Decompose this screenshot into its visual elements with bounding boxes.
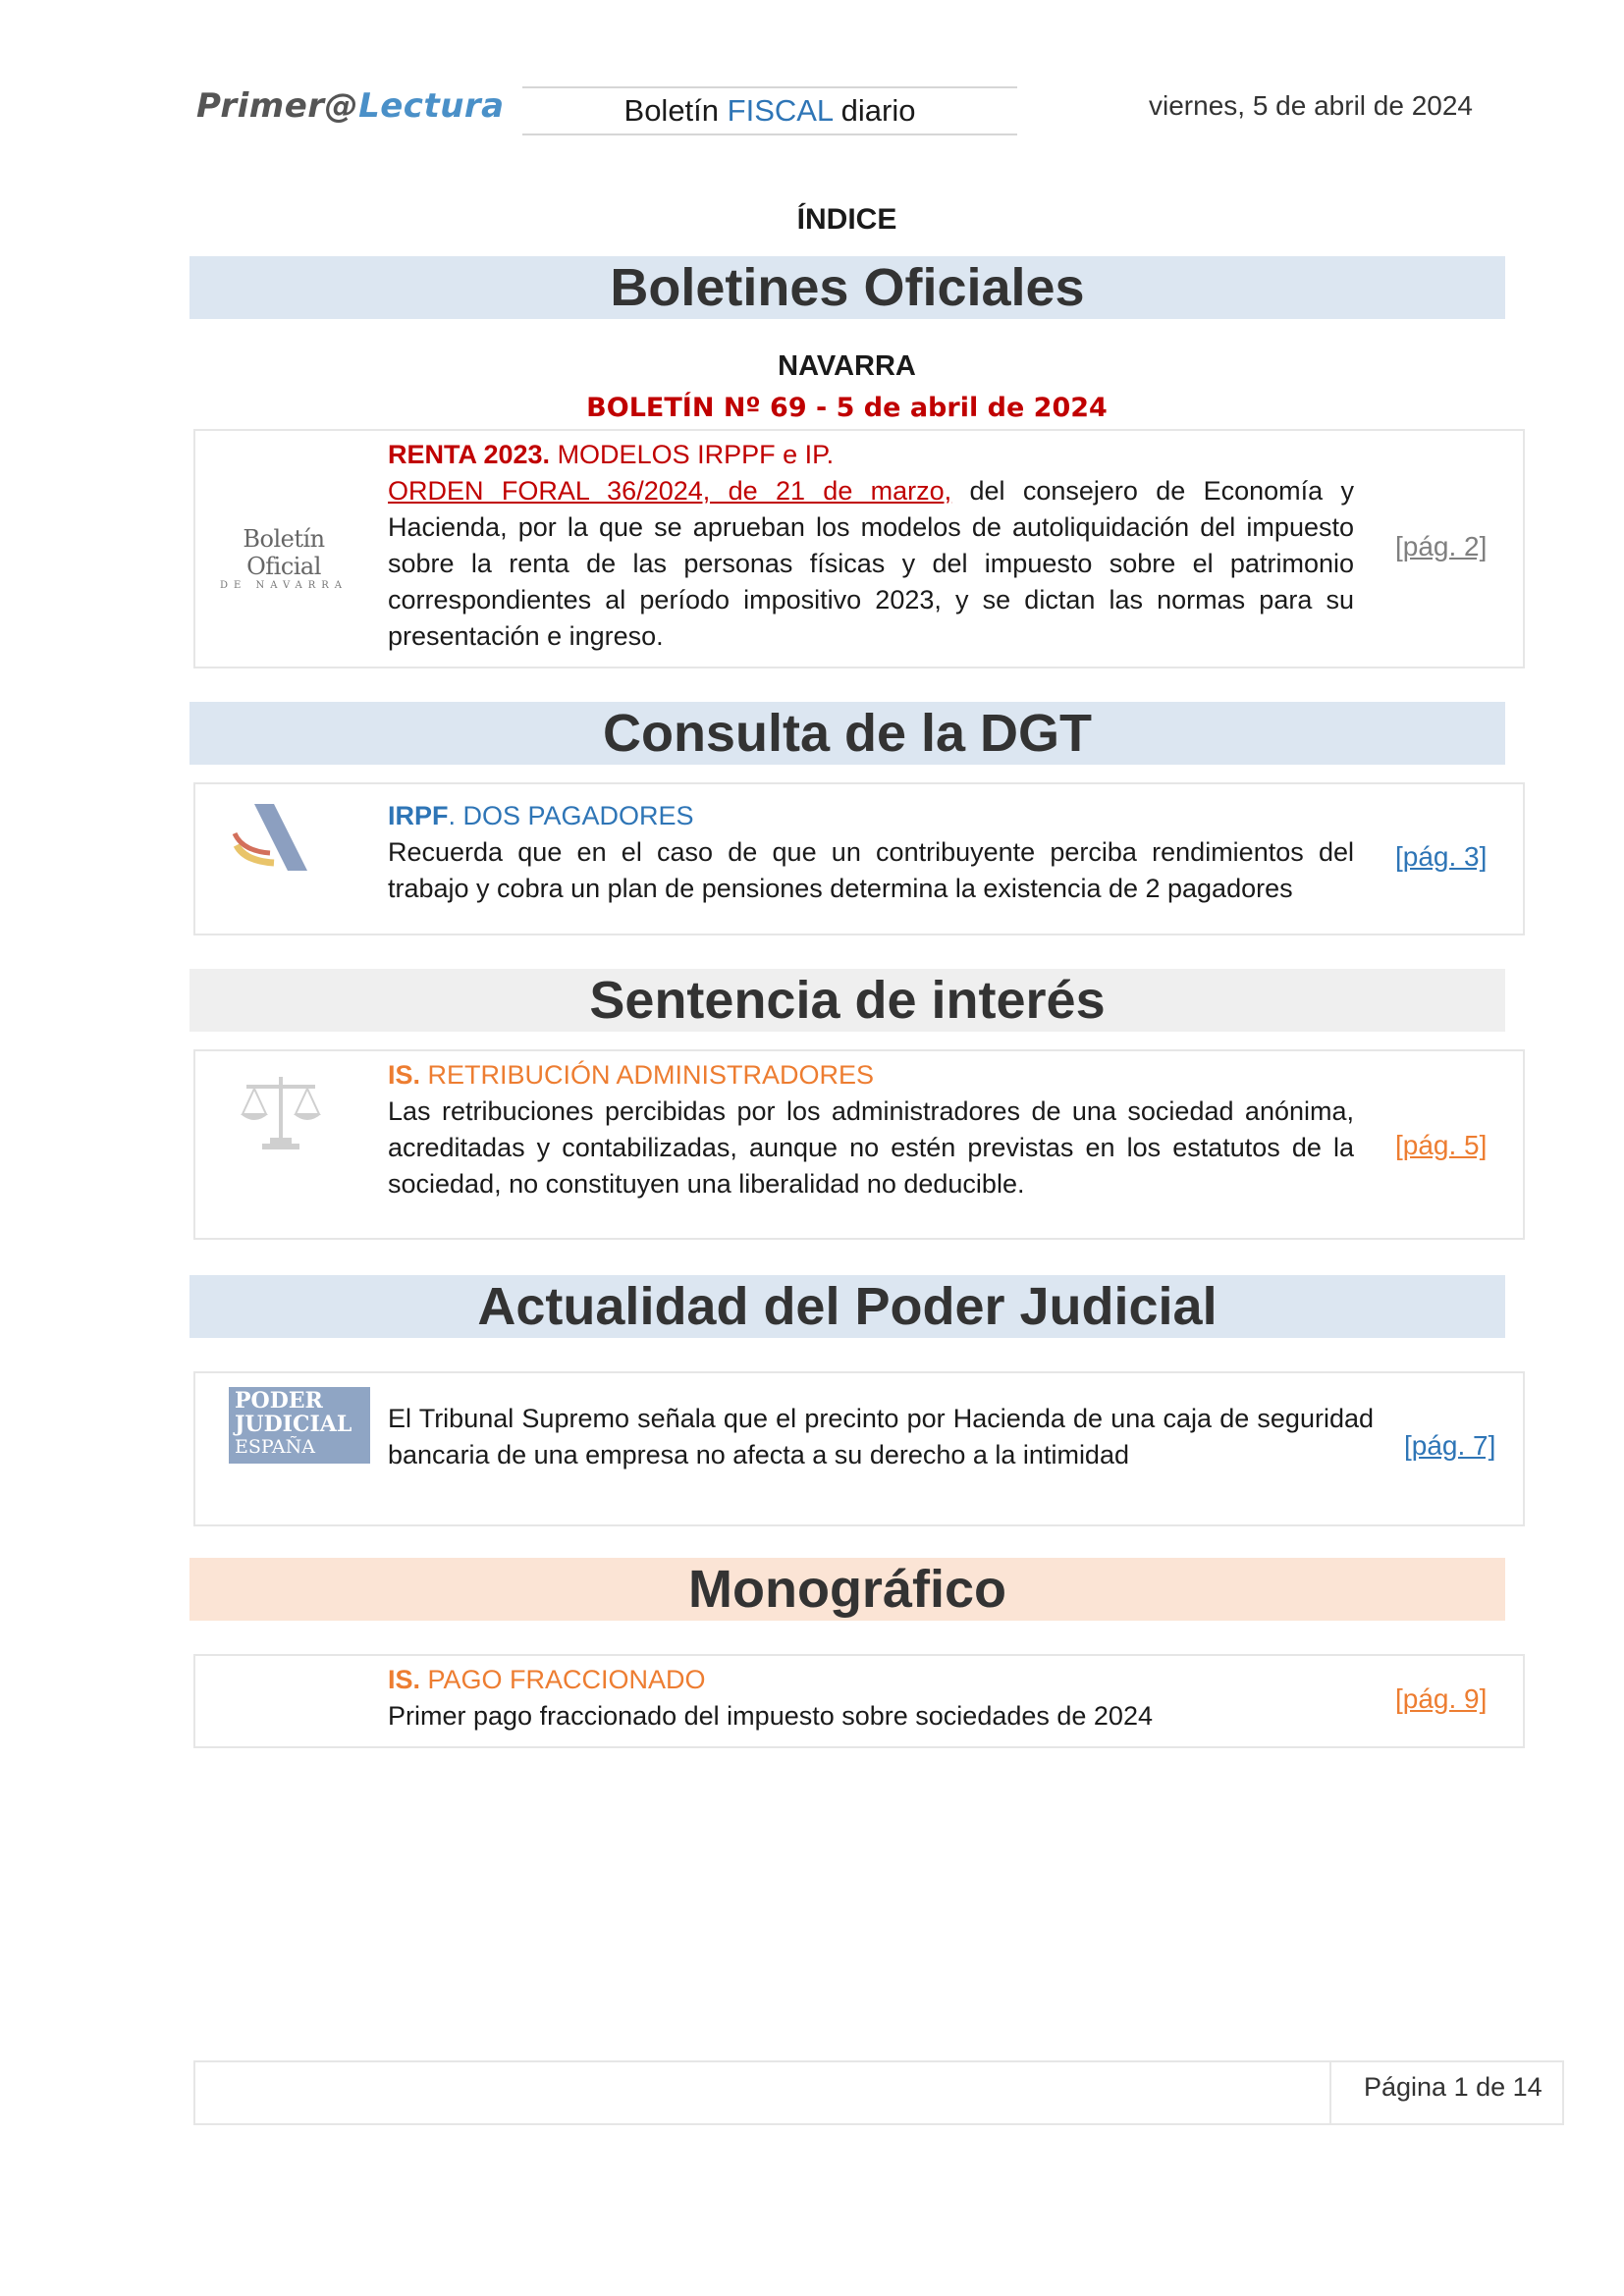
card-title-rest: . DOS PAGADORES [448, 801, 694, 830]
bulletin-title-post: diario [833, 93, 916, 128]
header-date: viernes, 5 de abril de 2024 [1149, 90, 1473, 121]
card-body [388, 1662, 1354, 1735]
card-body [388, 1057, 1354, 1202]
page-link-3[interactable]: [pág. 3] [1395, 841, 1488, 872]
card-description: Las retribuciones percibidas por los administradores de una sociedad anónima, acreditadas y contabilizadas, aunque no estén previstas en los estatutos de la sociedad, no constituyen una liberalidad no deducible. [388, 1096, 1354, 1199]
card-boletin-item [193, 429, 1525, 668]
agencia-tributaria-logo-icon [231, 802, 313, 873]
card-title-bold: IS. [388, 1665, 421, 1694]
card-monografico-item [193, 1654, 1525, 1748]
index-heading: ÍNDICE [796, 203, 897, 236]
card-description-text: del consejero de Economía y Hacienda, por la que se aprueban los modelos de autoliquidación del impuesto sobre la renta de las personas físicas y del impuesto sobre el patrimonio correspondientes al período impositivo 2023, y se dictan las normas para su presentación e ingreso. [388, 476, 1354, 651]
card-title [388, 798, 1354, 834]
pj-logo-line1: PODER [235, 1388, 323, 1414]
card-title-rest: RETRIBUCIÓN ADMINISTRADORES [420, 1060, 875, 1090]
card-title-bold: RENTA 2023. [388, 440, 551, 469]
card-body [388, 798, 1354, 907]
card-dgt-item [193, 782, 1525, 935]
card-title-bold: IS. [388, 1060, 421, 1090]
brand-part2: Lectura [358, 86, 505, 126]
card-judicial-item [193, 1371, 1525, 1526]
card-description: Recuerda que en el caso de que un contribuyente perciba rendimientos del trabajo y cobra un plan de pensiones determina la existencia de 2 pagadores [388, 837, 1354, 903]
pj-logo-line2: JUDICIAL [235, 1412, 352, 1437]
card-description [388, 473, 1354, 655]
card-title-bold: IRPF [388, 801, 449, 830]
boletin-logo-line2: DE NAVARRA [219, 580, 348, 591]
card-title-rest: MODELOS IRPPF e IP. [550, 440, 835, 469]
page-link-5[interactable]: [pág. 5] [1395, 1130, 1488, 1160]
boletin-navarra-logo [215, 525, 352, 591]
boletin-logo-line1: Boletín Oficial [243, 525, 325, 580]
section-bar-sentencia: Sentencia de interés [189, 969, 1505, 1032]
brand-part1: Primer@ [196, 86, 359, 126]
bulletin-title [522, 86, 1017, 135]
scales-of-justice-icon [239, 1075, 323, 1153]
boletin-number: BOLETÍN Nº 69 - 5 de abril de 2024 [586, 393, 1108, 423]
card-title [388, 1057, 1354, 1094]
orden-foral-link[interactable]: ORDEN FORAL 36/2024, de 21 de marzo, [388, 476, 952, 506]
page-number: Página 1 de 14 [1364, 2072, 1543, 2102]
page-link-2[interactable]: [pág. 2] [1395, 531, 1488, 561]
poder-judicial-logo [229, 1387, 370, 1464]
brand-logo [196, 86, 505, 126]
card-title [388, 1662, 1354, 1698]
region-heading: NAVARRA [778, 350, 916, 382]
card-sentencia-item [193, 1049, 1525, 1240]
bulletin-title-pre: Boletín [623, 93, 728, 128]
section-bar-dgt: Consulta de la DGT [189, 702, 1505, 765]
card-description: El Tribunal Supremo señala que el precinto por Hacienda de una caja de seguridad bancaria de una empresa no afecta a su derecho a la intimidad [388, 1404, 1374, 1469]
section-bar-monografico: Monográfico [189, 1558, 1505, 1621]
card-description: Primer pago fraccionado del impuesto sobre sociedades de 2024 [388, 1701, 1153, 1731]
section-bar-boletines: Boletines Oficiales [189, 256, 1505, 319]
page-footer [193, 2060, 1564, 2125]
pj-logo-line3: ESPAÑA [235, 1436, 315, 1458]
page-link-9[interactable]: [pág. 9] [1395, 1683, 1488, 1714]
footer-divider [1329, 2062, 1331, 2123]
section-bar-judicial: Actualidad del Poder Judicial [189, 1275, 1505, 1338]
card-body [388, 1401, 1374, 1473]
card-title-rest: PAGO FRACCIONADO [420, 1665, 706, 1694]
card-body [388, 437, 1354, 655]
page-link-7[interactable]: [pág. 7] [1404, 1430, 1496, 1461]
bulletin-title-accent: FISCAL [727, 93, 834, 128]
card-title [388, 437, 1354, 473]
